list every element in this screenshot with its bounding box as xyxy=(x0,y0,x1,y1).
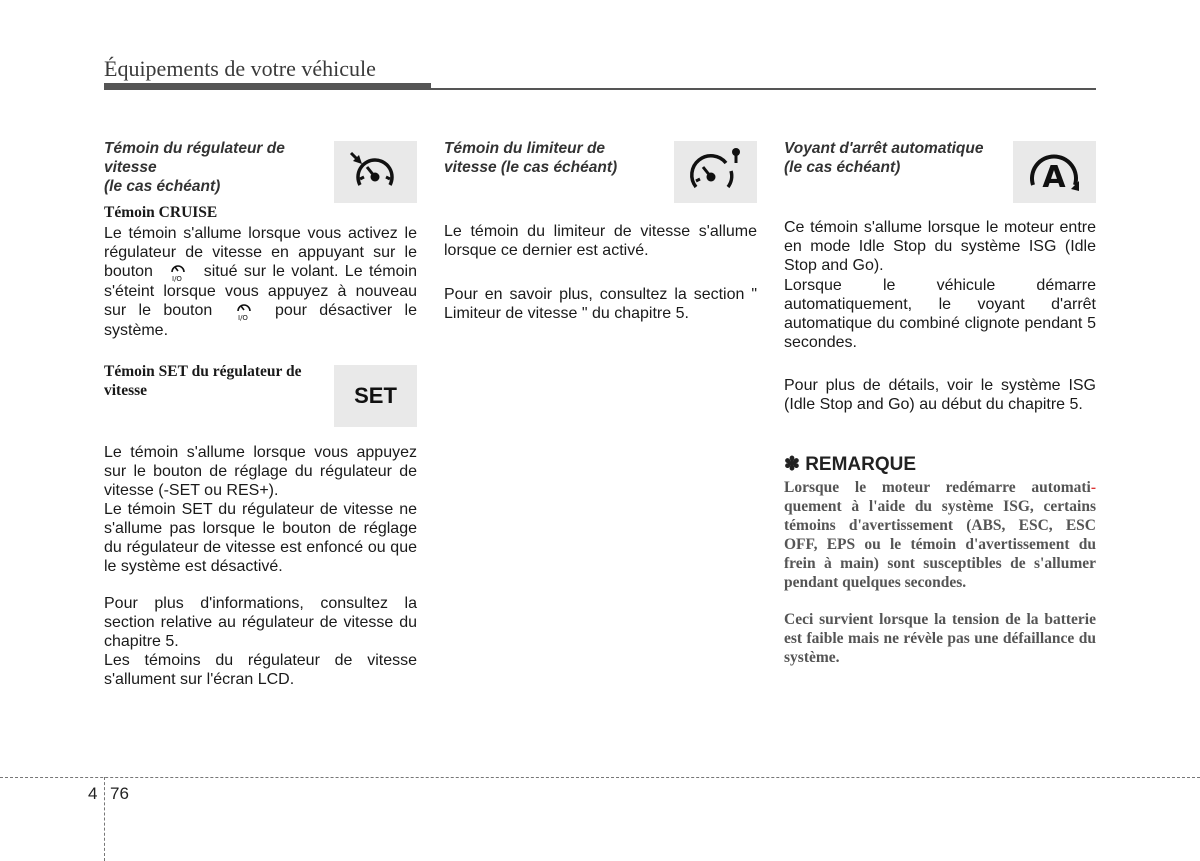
set-para3: Pour plus d'informations, consultez la section relative au régulateur de vitesse du chapitre 5. xyxy=(104,595,417,650)
header-rule-thin xyxy=(431,88,1096,90)
speed-limiter-icon xyxy=(674,141,757,203)
header-rule-thick xyxy=(104,83,431,90)
cruise-subhead-line2: vitesse xyxy=(104,159,157,176)
limiter-subhead-line2: vitesse (le cas échéant) xyxy=(444,159,618,176)
remark-para1-b: quement à l'aide du système ISG, certains témoins d'avertissement (ABS, ESC, ESC OFF, EPS ou le témoin d'avertissement du frein à main) sont susceptibles de s'allumer pendant quelques secondes. xyxy=(784,498,1096,591)
cruise-indicator-icon xyxy=(334,141,417,203)
page-header-title: Équipements de votre véhicule xyxy=(104,56,376,81)
remark-para1-a: Lorsque le moteur redémarre automati xyxy=(784,479,1091,496)
cruise-subhead xyxy=(104,139,324,196)
set-para1: Le témoin s'allume lorsque vous appuyez sur le bouton de réglage du régulateur de vitesse (-SET ou RES+). xyxy=(104,444,417,499)
cruise-label: Témoin CRUISE xyxy=(104,204,218,221)
limiter-para2: Pour en savoir plus, consultez la section " Limiteur de vitesse " du chapitre 5. xyxy=(444,286,757,322)
cruise-button-icon-2 xyxy=(235,301,253,321)
limiter-para1: Le témoin du limiteur de vitesse s'allume lorsque ce dernier est activé. xyxy=(444,223,757,259)
auto-stop-subhead xyxy=(784,139,1010,177)
cruise-paragraph xyxy=(104,224,417,340)
cruise-text-a: Le témoin s'allume lorsque vous activez le régulateur de vitesse en appuyant sur le bouton xyxy=(104,225,417,280)
remark-hyphen: - xyxy=(1090,479,1096,496)
set-indicator-icon xyxy=(334,365,417,427)
auto-stop-para2: Lorsque le véhicule démarre automatiquement, le voyant d'arrêt automatique du combiné clignote pendant 5 secondes. xyxy=(784,277,1096,351)
cruise-subhead-line1: Témoin du régulateur de xyxy=(104,140,285,157)
auto-stop-para1: Ce témoin s'allume lorsque le moteur entre en mode Idle Stop du système ISG (Idle Stop and Go). xyxy=(784,219,1096,274)
auto-stop-para3: Pour plus de détails, voir le système ISG (Idle Stop and Go) au début du chapitre 5. xyxy=(784,377,1096,413)
footer-vertical-rule xyxy=(104,777,105,861)
remark-para1 xyxy=(784,478,1096,592)
set-para4: Les témoins du régulateur de vitesse s'allument sur l'écran LCD. xyxy=(104,652,417,688)
set-indicator-label: SET xyxy=(354,383,397,408)
footer-dashed-rule xyxy=(0,777,1200,778)
page-number: 76 xyxy=(110,784,129,803)
set-subhead-line1: Témoin SET du régulateur de xyxy=(104,363,302,380)
limiter-subhead-line1: Témoin du limiteur de xyxy=(444,140,606,157)
cruise-subhead-line3: (le cas échéant) xyxy=(104,178,221,195)
svg-text:I/O: I/O xyxy=(172,275,183,282)
auto-stop-subhead-line1: Voyant d'arrêt automatique xyxy=(784,140,984,157)
chapter-number: 4 xyxy=(88,784,98,803)
limiter-subhead xyxy=(444,139,666,177)
svg-text:A: A xyxy=(1042,160,1066,195)
set-subhead xyxy=(104,362,332,400)
svg-text:I/O: I/O xyxy=(237,314,248,321)
set-para2: Le témoin SET du régulateur de vitesse ne s'allume pas lorsque le bouton de réglage du régulateur de vitesse est enfoncé ou que le système est désactivé. xyxy=(104,501,417,575)
remark-para2: Ceci survient lorsque la tension de la batterie est faible mais ne révèle pas une défaillance du système. xyxy=(784,611,1096,666)
remark-title: ✽ REMARQUE xyxy=(784,454,917,475)
cruise-text-c: pour désactiver le système. xyxy=(104,302,417,339)
auto-stop-subhead-line2: (le cas échéant) xyxy=(784,159,901,176)
set-subhead-line2: vitesse xyxy=(104,382,148,399)
cruise-text-b: situé sur le volant. Le témoin s'éteint lorsque vous appuyez à nouveau sur le bouton xyxy=(104,263,417,319)
cruise-button-icon xyxy=(169,262,187,282)
auto-stop-icon xyxy=(1013,141,1096,203)
